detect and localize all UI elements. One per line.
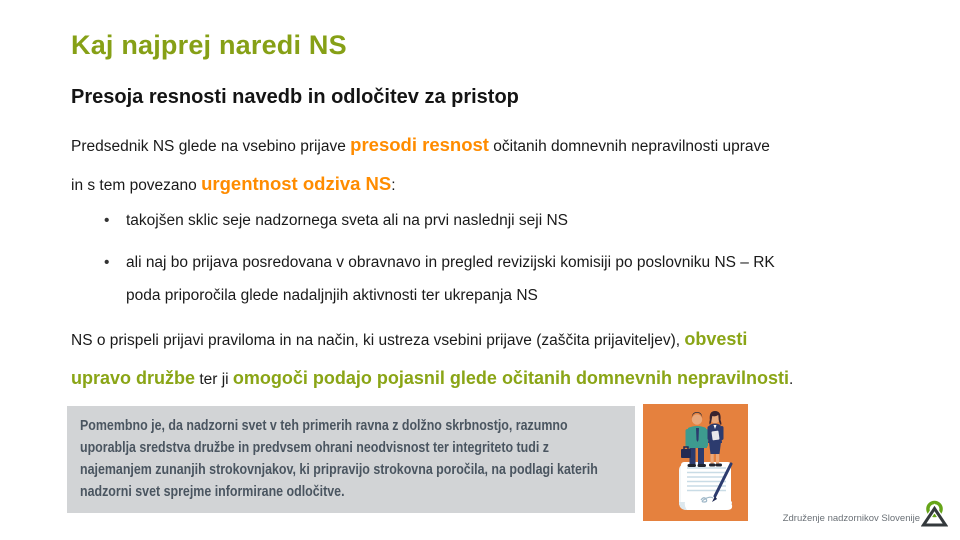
conclusion-highlight-upravo-druzbe: upravo družbe	[71, 367, 196, 388]
intro-line-1	[71, 126, 931, 165]
intro-highlight-urgentnost: urgentnost odziva NS	[201, 173, 392, 194]
business-people-illustration	[643, 404, 748, 521]
intro-text: Predsednik NS glede na vsebino prijave	[71, 138, 351, 155]
bullet-item-2	[104, 246, 924, 312]
intro-text: :	[391, 177, 396, 194]
conclusion-highlight-obvesti: obvesti	[684, 329, 748, 349]
document-scroll-icon	[679, 462, 732, 510]
illustration-svg	[643, 404, 748, 521]
callout-line: Pomembno je, da nadzorni svet v teh primerih ravna z dolžno skrbnostjo, razumno	[80, 418, 568, 434]
callout-line: nadzorni svet sprejme informirane odločitve.	[80, 484, 345, 500]
callout-line: uporablja sredstva družbe in predvsem ohrani neodvisnost ter integriteto tudi z	[80, 440, 549, 456]
bullet-text: takojšen sklic seje nadzornega sveta ali na prvi naslednji seji NS	[126, 212, 568, 229]
intro-paragraph	[71, 126, 931, 204]
bullet-text: ali naj bo prijava posredovana v obravnavo in pregled revizijski komisiji po poslovniku NS – RK	[126, 254, 775, 271]
zns-logo-icon	[921, 499, 948, 528]
intro-text: očitanih domnevnih nepravilnosti uprave	[488, 138, 770, 155]
conclusion-line-1	[71, 321, 951, 360]
conclusion-text: .	[788, 370, 794, 388]
conclusion-highlight-omogoci: omogoči podajo pojasnil glede očitanih domnevnih nepravilnosti	[232, 367, 789, 388]
conclusion-text: ter ji	[195, 370, 233, 388]
intro-line-2	[71, 165, 931, 204]
man-figure	[681, 412, 708, 467]
conclusion-paragraph	[71, 321, 951, 398]
callout-line: najemanjem zunanjih strokovnjakov, ki pripravijo strokovna poročila, na podlagi katerih	[80, 462, 598, 478]
footer-org-name: Združenje nadzornikov Slovenije	[782, 513, 920, 524]
callout-box	[67, 406, 635, 513]
page-title: Kaj najprej naredi NS	[71, 30, 347, 60]
slide-subtitle: Presoja resnosti navedb in odločitev za pristop	[71, 86, 519, 108]
conclusion-text: NS o prispeli prijavi praviloma in na način, ki ustreza vsebini prijave (zaščita prijaviteljev),	[71, 332, 685, 349]
bullet-item-1	[104, 204, 924, 237]
woman-figure	[708, 411, 724, 467]
intro-highlight-presodi-resnost: presodi resnost	[350, 134, 489, 155]
bullet-list	[104, 204, 924, 312]
intro-text: in s tem povezano	[71, 177, 202, 194]
bullet-text: poda priporočila glede nadaljnjih aktivnosti ter ukrepanja NS	[126, 287, 538, 304]
callout-text-block	[80, 415, 598, 503]
conclusion-line-2	[71, 360, 951, 399]
bullet-marker: •	[104, 254, 110, 271]
bullet-marker: •	[104, 212, 110, 229]
